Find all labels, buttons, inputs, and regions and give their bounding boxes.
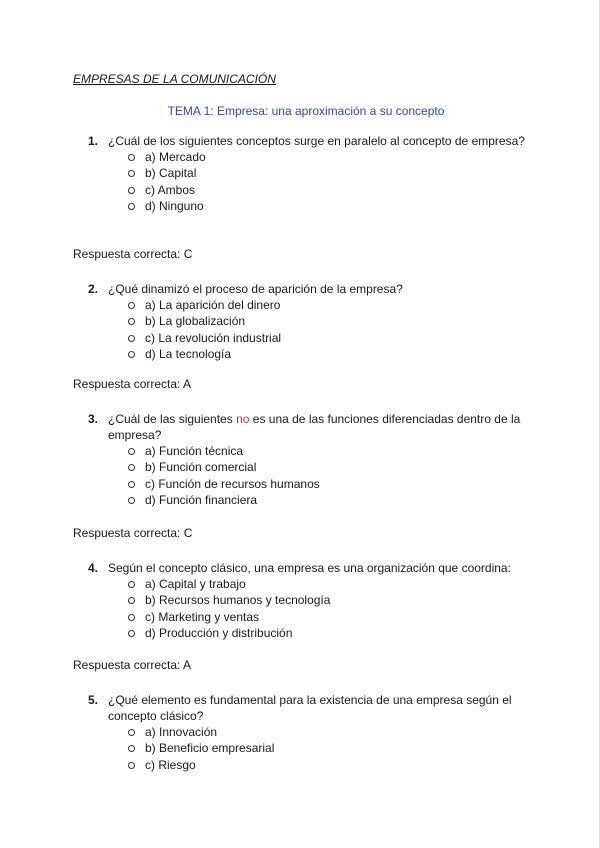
circle-bullet-icon — [128, 614, 135, 621]
circle-bullet-icon — [128, 302, 135, 309]
option-list — [88, 297, 538, 362]
option-item — [88, 459, 538, 475]
circle-bullet-icon — [128, 464, 135, 471]
option-item — [88, 609, 538, 625]
option-label: c) Marketing y ventas — [145, 609, 260, 624]
question-1 — [88, 133, 538, 214]
circle-bullet-icon — [128, 729, 135, 736]
option-label: c) Función de recursos humanos — [145, 476, 320, 491]
option-item — [88, 297, 538, 313]
question-body: ¿Qué elemento es fundamental para la existencia de una empresa según el concepto clásico? — [108, 693, 512, 723]
option-label: b) Beneficio empresarial — [145, 741, 275, 756]
circle-bullet-icon — [128, 581, 135, 588]
question-5 — [88, 692, 538, 773]
option-item — [88, 757, 538, 773]
circle-bullet-icon — [128, 630, 135, 637]
question-number: 1. — [88, 134, 99, 148]
question-4 — [88, 560, 538, 641]
question-number: 2. — [88, 282, 99, 296]
circle-bullet-icon — [128, 448, 135, 455]
circle-bullet-icon — [128, 203, 135, 210]
option-item — [88, 165, 538, 181]
option-label: d) Ninguno — [145, 198, 204, 213]
option-label: a) La aparición del dinero — [145, 298, 281, 312]
option-list — [88, 576, 538, 641]
question-text — [88, 560, 538, 576]
option-label: d) La tecnología — [145, 346, 232, 361]
question-text — [88, 281, 538, 297]
circle-bullet-icon — [128, 745, 135, 752]
option-label: b) Capital — [145, 166, 197, 181]
option-label: b) La globalización — [145, 314, 246, 329]
option-item — [88, 346, 538, 362]
circle-bullet-icon — [128, 597, 135, 604]
option-list — [88, 149, 538, 214]
option-item — [88, 476, 538, 492]
option-item — [88, 592, 538, 608]
question-number: 5. — [88, 693, 99, 707]
option-label: b) Función comercial — [145, 460, 257, 475]
answer-4: Respuesta correcta: A — [73, 658, 192, 672]
question-3 — [88, 411, 538, 508]
circle-bullet-icon — [128, 154, 135, 161]
option-item — [88, 330, 538, 346]
circle-bullet-icon — [128, 187, 135, 194]
option-item — [88, 443, 538, 459]
question-text — [88, 692, 538, 724]
circle-bullet-icon — [128, 481, 135, 488]
option-label: a) Capital y trabajo — [145, 577, 246, 591]
question-number: 4. — [88, 561, 99, 575]
circle-bullet-icon — [128, 170, 135, 177]
negation-highlight: no — [236, 412, 250, 426]
document-title: EMPRESAS DE LA COMUNICACIÓN — [73, 72, 276, 86]
option-item — [88, 492, 538, 508]
document-subtitle: TEMA 1: Empresa: una aproximación a su concepto — [167, 104, 445, 118]
option-label: d) Producción y distribución — [145, 625, 293, 640]
option-item — [88, 198, 538, 214]
answer-3: Respuesta correcta: C — [73, 526, 193, 540]
option-item — [88, 576, 538, 592]
circle-bullet-icon — [128, 762, 135, 769]
option-item — [88, 182, 538, 198]
option-item — [88, 625, 538, 641]
option-item — [88, 740, 538, 756]
question-body: ¿Cuál de los siguientes conceptos surge en paralelo al concepto de empresa? — [108, 134, 525, 148]
question-body-end: es una de las funciones diferenciadas dentro de la empresa? — [108, 412, 521, 442]
question-text — [88, 411, 538, 443]
question-body: ¿Qué dinamizó el proceso de aparición de la empresa? — [108, 282, 403, 296]
option-label: b) Recursos humanos y tecnología — [145, 593, 331, 608]
answer-1: Respuesta correcta: C — [73, 247, 193, 261]
circle-bullet-icon — [128, 335, 135, 342]
question-text — [88, 133, 538, 149]
circle-bullet-icon — [128, 318, 135, 325]
option-label: c) Riesgo — [145, 757, 196, 772]
question-number: 3. — [88, 412, 99, 426]
circle-bullet-icon — [128, 351, 135, 358]
option-label: a) Innovación — [145, 725, 218, 739]
option-label: d) Función financiera — [145, 492, 258, 507]
question-2 — [88, 281, 538, 362]
question-body-start: ¿Cuál de las siguientes — [108, 412, 237, 426]
option-label: c) Ambos — [145, 182, 196, 197]
circle-bullet-icon — [128, 497, 135, 504]
option-item — [88, 149, 538, 165]
option-item — [88, 724, 538, 740]
option-item — [88, 313, 538, 329]
option-label: a) Mercado — [145, 150, 206, 164]
option-list — [88, 443, 538, 508]
question-body: Según el concepto clásico, una empresa es una organización que coordina: — [108, 561, 511, 575]
option-label: a) Función técnica — [145, 444, 244, 458]
option-label: c) La revolución industrial — [145, 330, 282, 345]
option-list — [88, 724, 538, 773]
answer-2: Respuesta correcta: A — [73, 377, 192, 391]
